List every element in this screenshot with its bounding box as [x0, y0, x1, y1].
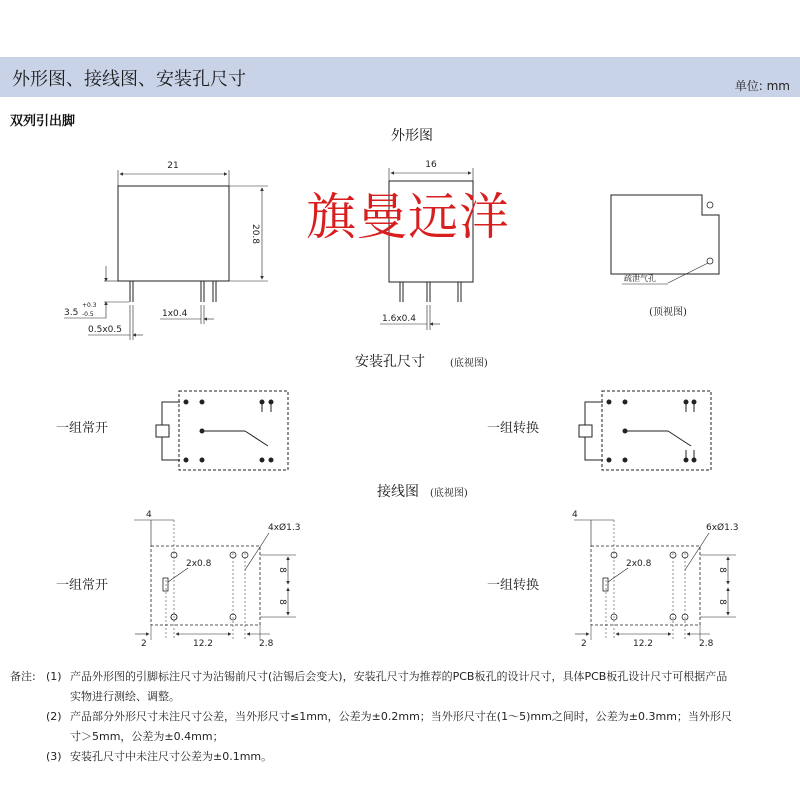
wiring-view-label: (底视图) [430, 488, 468, 499]
dim-height-front: 20.8 [250, 223, 260, 245]
dim-bottom-right-b: 2.8 [699, 639, 714, 649]
config-label-no-wiring: 一组常开 [56, 578, 109, 593]
dim-bottom-mid-b: 12.2 [632, 639, 654, 649]
dim-pin-side: 1.6x0.4 [382, 314, 416, 324]
note-text: 寸＞5mm，公差为±0.4mm； [70, 730, 224, 743]
note-row [10, 667, 790, 687]
wiring-diagram-co [574, 520, 739, 640]
note-row [10, 727, 790, 747]
wiring-diagram-no [134, 520, 296, 640]
note-text: 产品部分外形尺寸未注尺寸公差，当外形尺寸≤1mm，公差为±0.2mm；当外形尺寸在(1～5)mm之间时，公差为±0.3mm；当外形尺 [70, 710, 732, 723]
note-row [10, 707, 790, 727]
vent-hole-icon [707, 202, 713, 208]
watermark-text: 旗曼远洋 [306, 188, 510, 246]
dim-hole-offset-a: 4 [146, 510, 152, 520]
dim-bottom-mid-a: 12.2 [192, 639, 214, 649]
dim-pin-square: 0.5x0.5 [88, 325, 122, 335]
dim-pin-length: 3.5 [64, 308, 79, 318]
wiring-title: 接线图 [377, 484, 419, 500]
pin-type-label: 双列引出脚 [10, 114, 76, 129]
note-text: 实物进行测绘、调整。 [70, 690, 180, 703]
top-view [611, 195, 719, 284]
dim-pin-tol-minus: -0.5 [82, 311, 94, 318]
dim-row-gap-b-1: 8 [717, 567, 727, 573]
dim-row-gap-b-2: 8 [717, 599, 727, 605]
note-text: 产品外形图的引脚标注尺寸为沾锡前尺寸(沾锡后会变大)，安装孔尺寸为推荐的PCB板孔的设计尺寸，具体PCB板孔设计尺寸可根据产品 [70, 670, 728, 683]
page-title: 外形图、接线图、安装孔尺寸 [12, 69, 246, 90]
config-label-co-mount: 一组转换 [487, 421, 540, 436]
top-body [611, 195, 719, 274]
outline-title: 外形图 [391, 128, 433, 144]
mount-diagram-co [579, 391, 711, 470]
dim-holes-a: 4xØ1.3 [268, 523, 301, 533]
vent-hole-label: 疏泄气孔 [624, 274, 656, 283]
dim-bottom-right-a: 2.8 [259, 639, 274, 649]
mounting-title: 安装孔尺寸 [355, 354, 425, 370]
front-body [118, 186, 229, 281]
config-label-co-wiring: 一组转换 [487, 578, 540, 593]
config-label-no-mount: 一组常开 [56, 421, 109, 436]
note-row [10, 747, 790, 767]
dim-width-side: 16 [425, 160, 437, 170]
dim-row-gap-a-2: 8 [277, 599, 287, 605]
note-number: (1) [46, 670, 62, 683]
dim-bottom-left-b: 2 [581, 639, 587, 649]
dim-hole-offset-b: 4 [572, 510, 578, 520]
note-number: (3) [46, 750, 62, 763]
dim-row-gap-a-1: 8 [277, 567, 287, 573]
mount-diagram-no [156, 391, 288, 470]
note-row [10, 687, 790, 707]
notes-label: 备注: [10, 670, 36, 683]
dim-slot-b: 2x0.8 [626, 559, 652, 569]
top-view-label: (顶视图) [649, 307, 687, 318]
notes-block [10, 667, 790, 767]
note-number: (2) [46, 710, 62, 723]
mounting-view-label: (底视图) [450, 358, 488, 369]
dim-bottom-left-a: 2 [141, 639, 147, 649]
dim-slot-a: 2x0.8 [186, 559, 212, 569]
unit-label: 单位: mm [734, 79, 790, 93]
note-text: 安装孔尺寸中未注尺寸公差为±0.1mm。 [70, 750, 273, 763]
dim-pin-tol-plus: +0.3 [82, 302, 97, 309]
dim-pin-section: 1x0.4 [162, 309, 188, 319]
dim-width-front: 21 [167, 161, 179, 171]
dim-holes-b: 6xØ1.3 [706, 523, 739, 533]
